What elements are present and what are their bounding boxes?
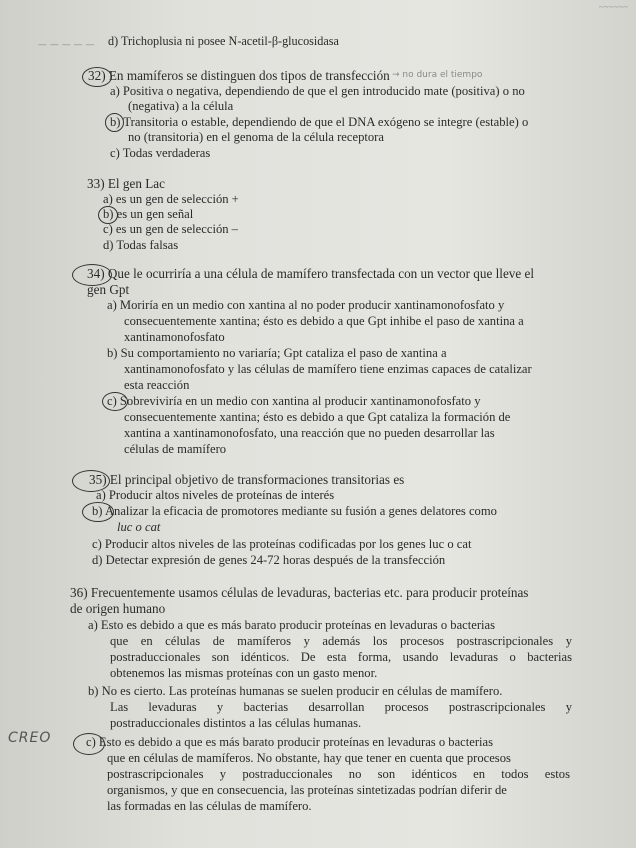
option-36-b-line3: postraduccionales distintos a las células humanas. <box>110 716 362 730</box>
option-36-c-line5: las formadas en las células de mamífero. <box>107 799 312 813</box>
option-34-c-line1: c) Sobreviviría en un medio con xantina al producir xantinamonofosfato y <box>107 394 481 408</box>
option-35-a: a) Producir altos niveles de proteínas de interés <box>96 488 335 502</box>
option-d-trichoplusia: d) Trichoplusia ni posee N-acetil-β-glucosidasa <box>108 34 339 48</box>
option-32-b-line1: b) Transitoria o estable, dependiendo de que el DNA exógeno se integre (estable) o <box>110 115 529 129</box>
option-36-a-line4: obtenemos las mismas proteínas con un gasto menor. <box>110 666 378 680</box>
option-32-a-line1: a) Positiva o negativa, dependiendo de que el gen introducido mate (positiva) o no <box>110 84 525 98</box>
question-32: 32) En mamíferos se distinguen dos tipos de transfección <box>88 68 390 83</box>
option-32-c: c) Todas verdaderas <box>110 146 211 160</box>
option-34-b-line3: esta reacción <box>124 378 190 392</box>
option-33-b: b) es un gen señal <box>103 207 194 221</box>
question-36-line2: de origen humano <box>70 601 166 616</box>
option-36-c-line3: postrascripcionales y postraduccionales no son idénticos en todos estos <box>107 767 570 781</box>
option-36-c-line4: organismos, y que en consecuencia, las proteínas sintetizadas podrían diferir de <box>107 783 507 797</box>
note-32: → no dura el tiempo <box>392 70 483 80</box>
option-34-c-line4: células de mamífero <box>124 442 227 456</box>
option-34-b-line1: b) Su comportamiento no variaría; Gpt cataliza el paso de xantina a <box>107 346 447 360</box>
option-33-d: d) Todas falsas <box>103 238 179 252</box>
option-33-a: a) es un gen de selección + <box>103 192 239 206</box>
option-36-c-line1: c) Esto es debido a que es más barato producir proteínas en levaduras o bacterias <box>86 735 494 749</box>
header-scribble: — — — — — <box>38 40 95 50</box>
option-35-d: d) Detectar expresión de genes 24-72 horas después de la transfección <box>92 553 446 567</box>
question-36-line1: 36) Frecuentemente usamos células de levaduras, bacterias etc. para producir proteínas <box>70 585 529 600</box>
option-35-b-line2: luc o cat <box>117 520 161 534</box>
option-32-a-line2: (negativa) a la célula <box>128 99 234 113</box>
option-34-a-line3: xantinamonofosfato <box>124 330 225 344</box>
question-35: 35) El principal objetivo de transformaciones transitorias es <box>89 472 405 487</box>
option-34-c-line3: xantina a xantinamonofosfato, una reacción que no pueden desarrollar las <box>124 426 495 440</box>
option-36-a-line1: a) Esto es debido a que es más barato producir proteínas en levaduras o bacterias <box>88 618 496 632</box>
question-34-line1: 34) Que le ocurriría a una célula de mamífero transfectada con un vector que lleve el <box>87 266 535 281</box>
option-35-c: c) Producir altos niveles de las proteínas codificadas por los genes luc o cat <box>92 537 472 551</box>
corner-scribble: ~~~~~~ <box>598 2 628 12</box>
option-34-b-line2: xantinamonofosfato y las células de mamífero tiene enzimas capaces de catalizar <box>124 362 532 376</box>
option-34-a-line1: a) Moriría en un medio con xantina al no poder producir xantinamonofosfato y <box>107 298 505 312</box>
option-36-a-line2: que en células de mamíferos y además los procesos postrascripcionales y <box>110 634 572 648</box>
option-36-b-line1: b) No es cierto. Las proteínas humanas se suelen producir en células de mamífero. <box>88 684 503 698</box>
question-33: 33) El gen Lac <box>87 176 165 191</box>
question-34-line2: gen Gpt <box>87 282 130 297</box>
option-35-b-line1: b) Analizar la eficacia de promotores mediante su fusión a genes delatores como <box>92 504 497 518</box>
option-36-a-line3: postraduccionales son idénticos. De esta forma, usando levaduras o bacterias <box>110 650 572 664</box>
option-36-c-line2: que en células de mamíferos. No obstante, hay que tener en cuenta que procesos <box>107 751 511 765</box>
option-33-c: c) es un gen de selección – <box>103 222 238 236</box>
handwritten-note-creo: CREO <box>8 730 52 746</box>
option-32-b-line2: no (transitoria) en el genoma de la célula receptora <box>128 130 384 144</box>
option-34-a-line2: consecuentemente xantina; ésto es debido a que Gpt inhibe el paso de xantina a <box>124 314 524 328</box>
option-36-b-line2: Las levaduras y bacterias desarrollan procesos postrascripcionales y <box>110 700 572 714</box>
option-34-c-line2: consecuentemente xantina; ésto es debido a que Gpt cataliza la formación de <box>124 410 511 424</box>
